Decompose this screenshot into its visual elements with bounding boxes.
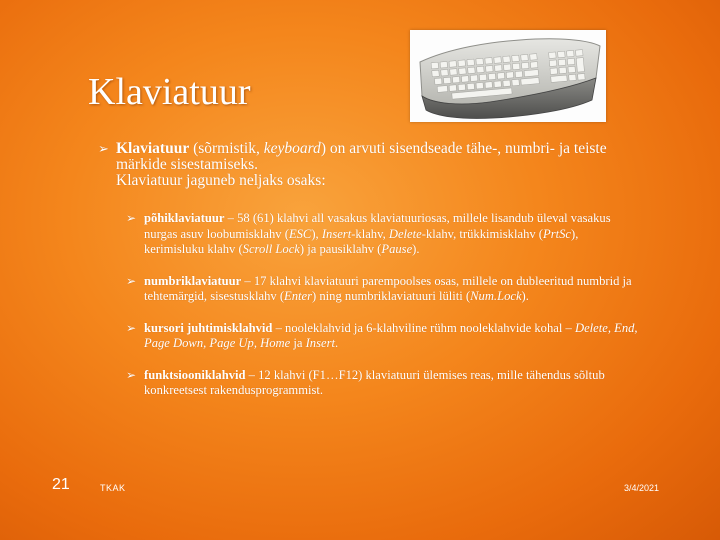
part-text: – 58 (61) klahvi all vasakus klaviatuuriosas, millele lisandub üleval vasakus nurgas asuv loobumisklahv (	[144, 211, 611, 241]
part-term: funktsiooniklahvid	[144, 367, 246, 382]
keyboard-image	[410, 30, 606, 122]
part-keyword: Delete	[388, 226, 422, 241]
part-text: -klahv,	[351, 226, 389, 241]
slide-content	[98, 141, 638, 399]
list-item	[126, 274, 638, 305]
part-text: ja	[290, 336, 306, 350]
part-keyword: Scroll Lock	[242, 242, 300, 256]
part-text: – 12 klahvi (F1…F12) klaviatuuri ülemises reas, mille tähendus sõltub konkreetsest rakendusprogrammist.	[144, 367, 605, 397]
slide-number: 21	[52, 476, 70, 493]
part-text: -klahv, trükkimisklahv (	[421, 226, 544, 241]
part-keyword: PrtSc	[543, 226, 571, 241]
list-item	[126, 211, 638, 258]
footer-text: TKAK	[100, 483, 126, 493]
part-text: ) ja pausiklahv (	[299, 242, 382, 256]
part-keyword: Pause	[381, 242, 413, 256]
footer-date: 3/4/2021	[624, 483, 660, 493]
part-keyword: Insert	[321, 226, 352, 241]
list-item	[126, 321, 638, 352]
keyboard-parts-list	[98, 211, 638, 399]
keyboard-photo-icon	[410, 30, 606, 122]
part-text: ), kerimisluku klahv (	[144, 226, 579, 256]
intro-term: Klaviatuur	[116, 140, 190, 157]
arrow-bullet-icon: ➢	[126, 273, 137, 288]
part-text: ).	[412, 242, 420, 256]
part-term: põhiklaviatuur	[144, 211, 225, 225]
part-text: – nooleklahvid ja 6-klahviline rühm nooleklahvide kohal –	[272, 320, 575, 335]
part-text: ),	[311, 226, 322, 241]
part-text: – 17 klahvi klaviatuuri parempoolses osas, millele on dubleeritud numbrid ja tehtemärgid, sisestusklahv (	[144, 273, 632, 303]
part-text: ) ning numbriklaviatuuri lüliti (	[312, 289, 471, 303]
part-keyword: Insert	[305, 336, 335, 350]
part-term: numbriklaviatuur	[144, 273, 242, 288]
arrow-bullet-icon: ➢	[126, 211, 137, 225]
part-keyword: ESC	[288, 226, 312, 241]
intro-text-3: Klaviatuur jaguneb neljaks osaks:	[116, 172, 326, 189]
intro-text-2: ) on arvuti sisendseade tähe-, numbri- ja teiste märkide sisestamiseks.	[116, 140, 607, 173]
part-text: .	[334, 336, 339, 350]
intro-bullet	[98, 141, 638, 189]
part-keyword: Enter	[284, 289, 313, 303]
list-item	[126, 368, 638, 399]
slide-title: Klaviatuur	[88, 71, 251, 113]
intro-keyword: keyboard	[263, 140, 321, 157]
arrow-bullet-icon: ➢	[126, 320, 137, 335]
arrow-bullet-icon: ➢	[126, 367, 137, 382]
arrow-bullet-icon: ➢	[98, 141, 109, 156]
part-text: ).	[521, 289, 529, 303]
part-term: kursori juhtimisklahvid	[144, 320, 273, 335]
part-keyword: Delete, End, Page Down, Page Up, Home	[144, 320, 638, 350]
part-keyword: Num.Lock	[470, 289, 522, 303]
intro-text-1: (sõrmistik,	[189, 140, 264, 157]
